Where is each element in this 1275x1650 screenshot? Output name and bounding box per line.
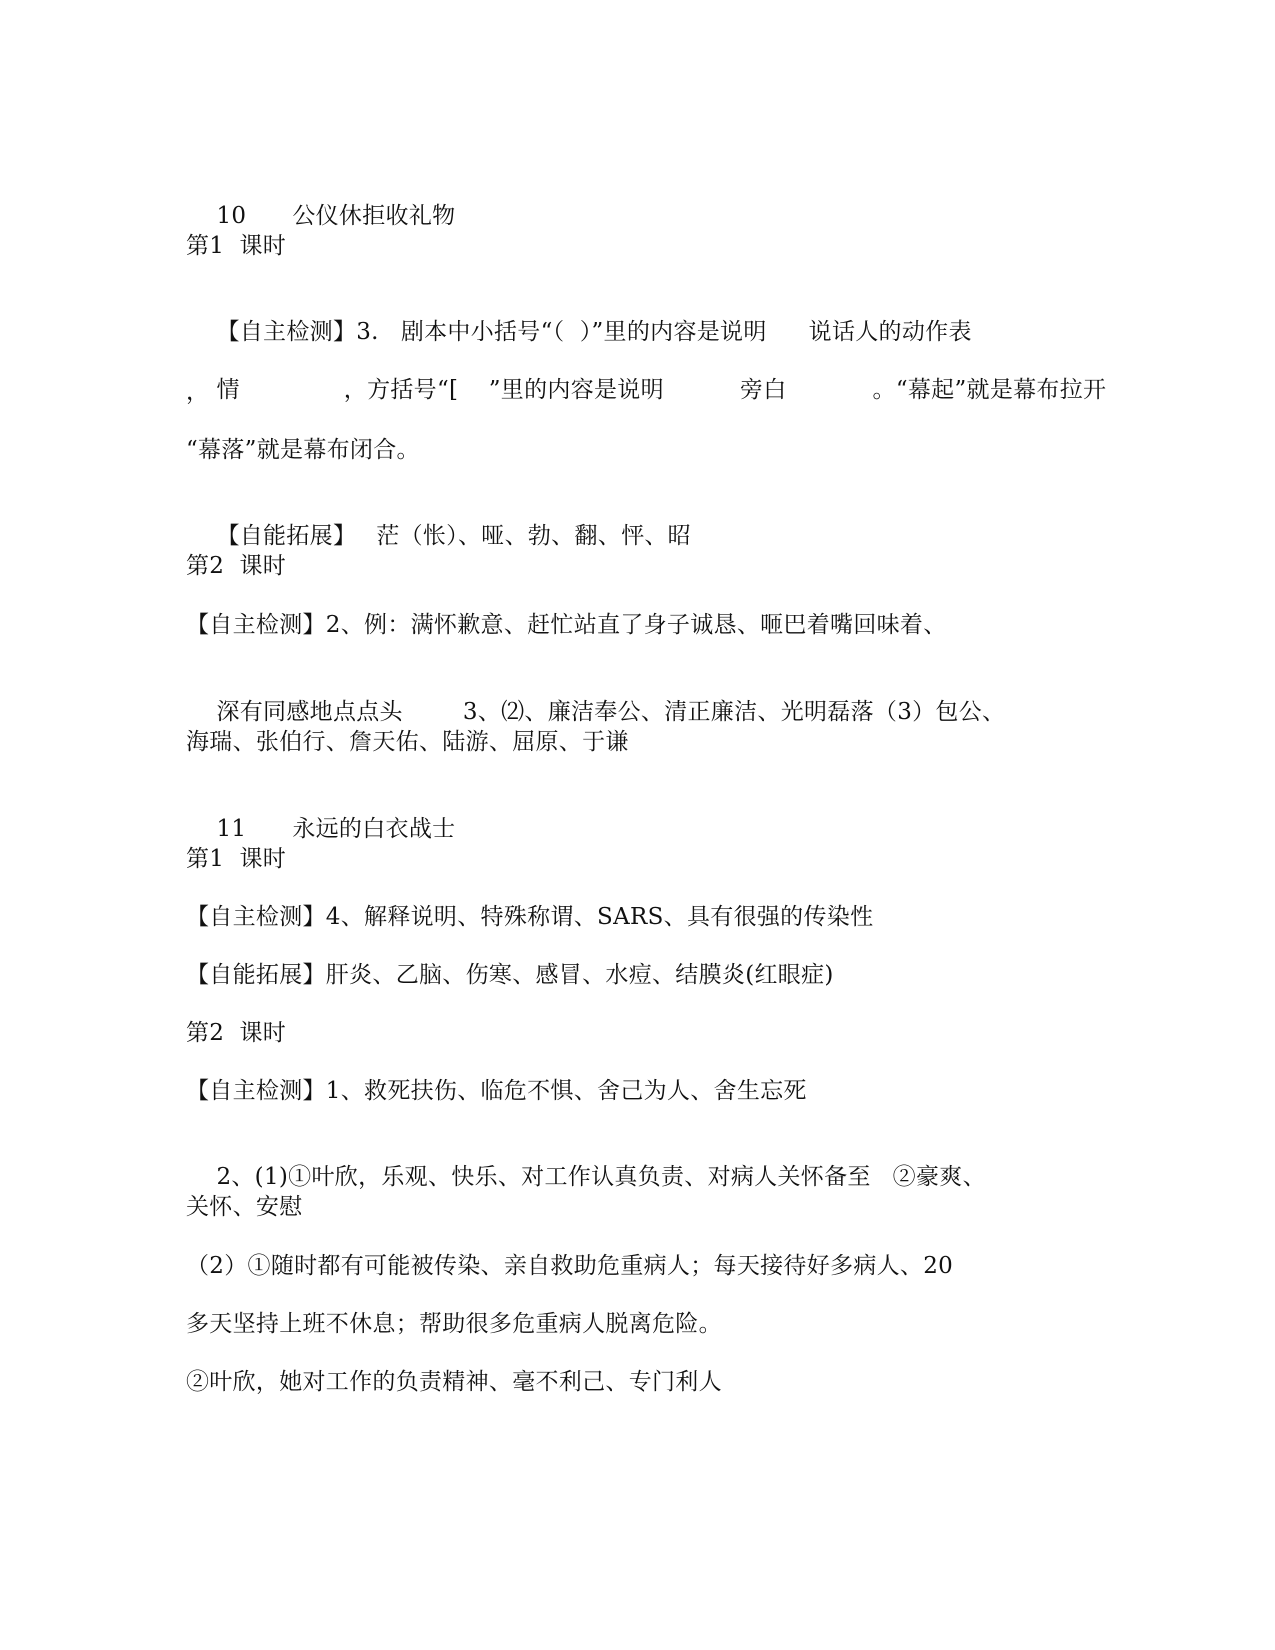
wrapped-punctuation: ，: [186, 379, 210, 405]
self-check-line: [186, 348, 1106, 432]
answer-text: 情: [216, 377, 240, 403]
self-check-line: 【自主检测】4、解释说明、特殊称谓、SARS、具有很强的传染性: [186, 904, 874, 930]
text-segment: 深有同感地点点头: [216, 699, 403, 725]
answer-text: 旁白: [739, 377, 787, 403]
text-segment: 3、⑵、廉洁奉公、清正廉洁、光明磊落（3）包公、: [462, 699, 1006, 725]
text-segment: 。“幕起”就是幕布拉开: [872, 377, 1107, 403]
text-line: 关怀、安慰: [186, 1194, 303, 1220]
period-heading: 第1 课时: [186, 233, 287, 259]
text-segment: 2、(1)①叶欣，乐观、快乐、对工作认真负责、对病人关怀备至: [216, 1164, 871, 1190]
lesson-title: 永远的白衣战士: [292, 816, 456, 842]
text-segment: ②豪爽、: [892, 1164, 986, 1190]
period-heading: 第2 课时: [186, 553, 287, 579]
text-segment: 剧本中小括号“（ ）”里的内容是说明: [400, 319, 767, 345]
text-line: “幕落”就是幕布闭合。: [186, 437, 420, 463]
text-segment: ，方括号“[ ”里的内容是说明: [343, 377, 664, 403]
extension-line: 【自能拓展】肝炎、乙脑、伤寒、感冒、水痘、结膜炎(红眼症): [186, 962, 834, 988]
text-line: 多天坚持上班不休息；帮助很多危重病人脱离危险。: [186, 1311, 722, 1337]
answer-text: 说话人的动作表: [808, 319, 972, 345]
answer-text: 茫（怅）、哑、勃、翻、怦、昭: [376, 523, 691, 549]
text-line: [186, 1135, 986, 1219]
period-heading: 第1 课时: [186, 846, 287, 872]
text-line: 海瑞、张伯行、詹天佑、陆游、屈原、于谦: [186, 729, 629, 755]
lesson-number: 10: [216, 203, 247, 229]
self-check-line: 【自主检测】2、例：满怀歉意、赶忙站直了身子诚恳、咂巴着嘴回味着、: [186, 612, 947, 638]
lesson-number: 11: [216, 816, 247, 842]
text-line: ②叶欣，她对工作的负责精神、毫不利己、专门利人: [186, 1369, 722, 1395]
text-line: （2）①随时都有可能被传染、亲自救助危重病人；每天接待好多病人、20: [186, 1253, 954, 1279]
section-label: 【自主检测】3.: [216, 319, 379, 345]
section-label: 【自能拓展】: [216, 523, 357, 549]
lesson-title: 公仪休拒收礼物: [292, 203, 456, 229]
period-heading: 第2 课时: [186, 1020, 287, 1046]
self-check-line: 【自主检测】1、救死扶伤、临危不惧、舍己为人、舍生忘死: [186, 1078, 807, 1104]
